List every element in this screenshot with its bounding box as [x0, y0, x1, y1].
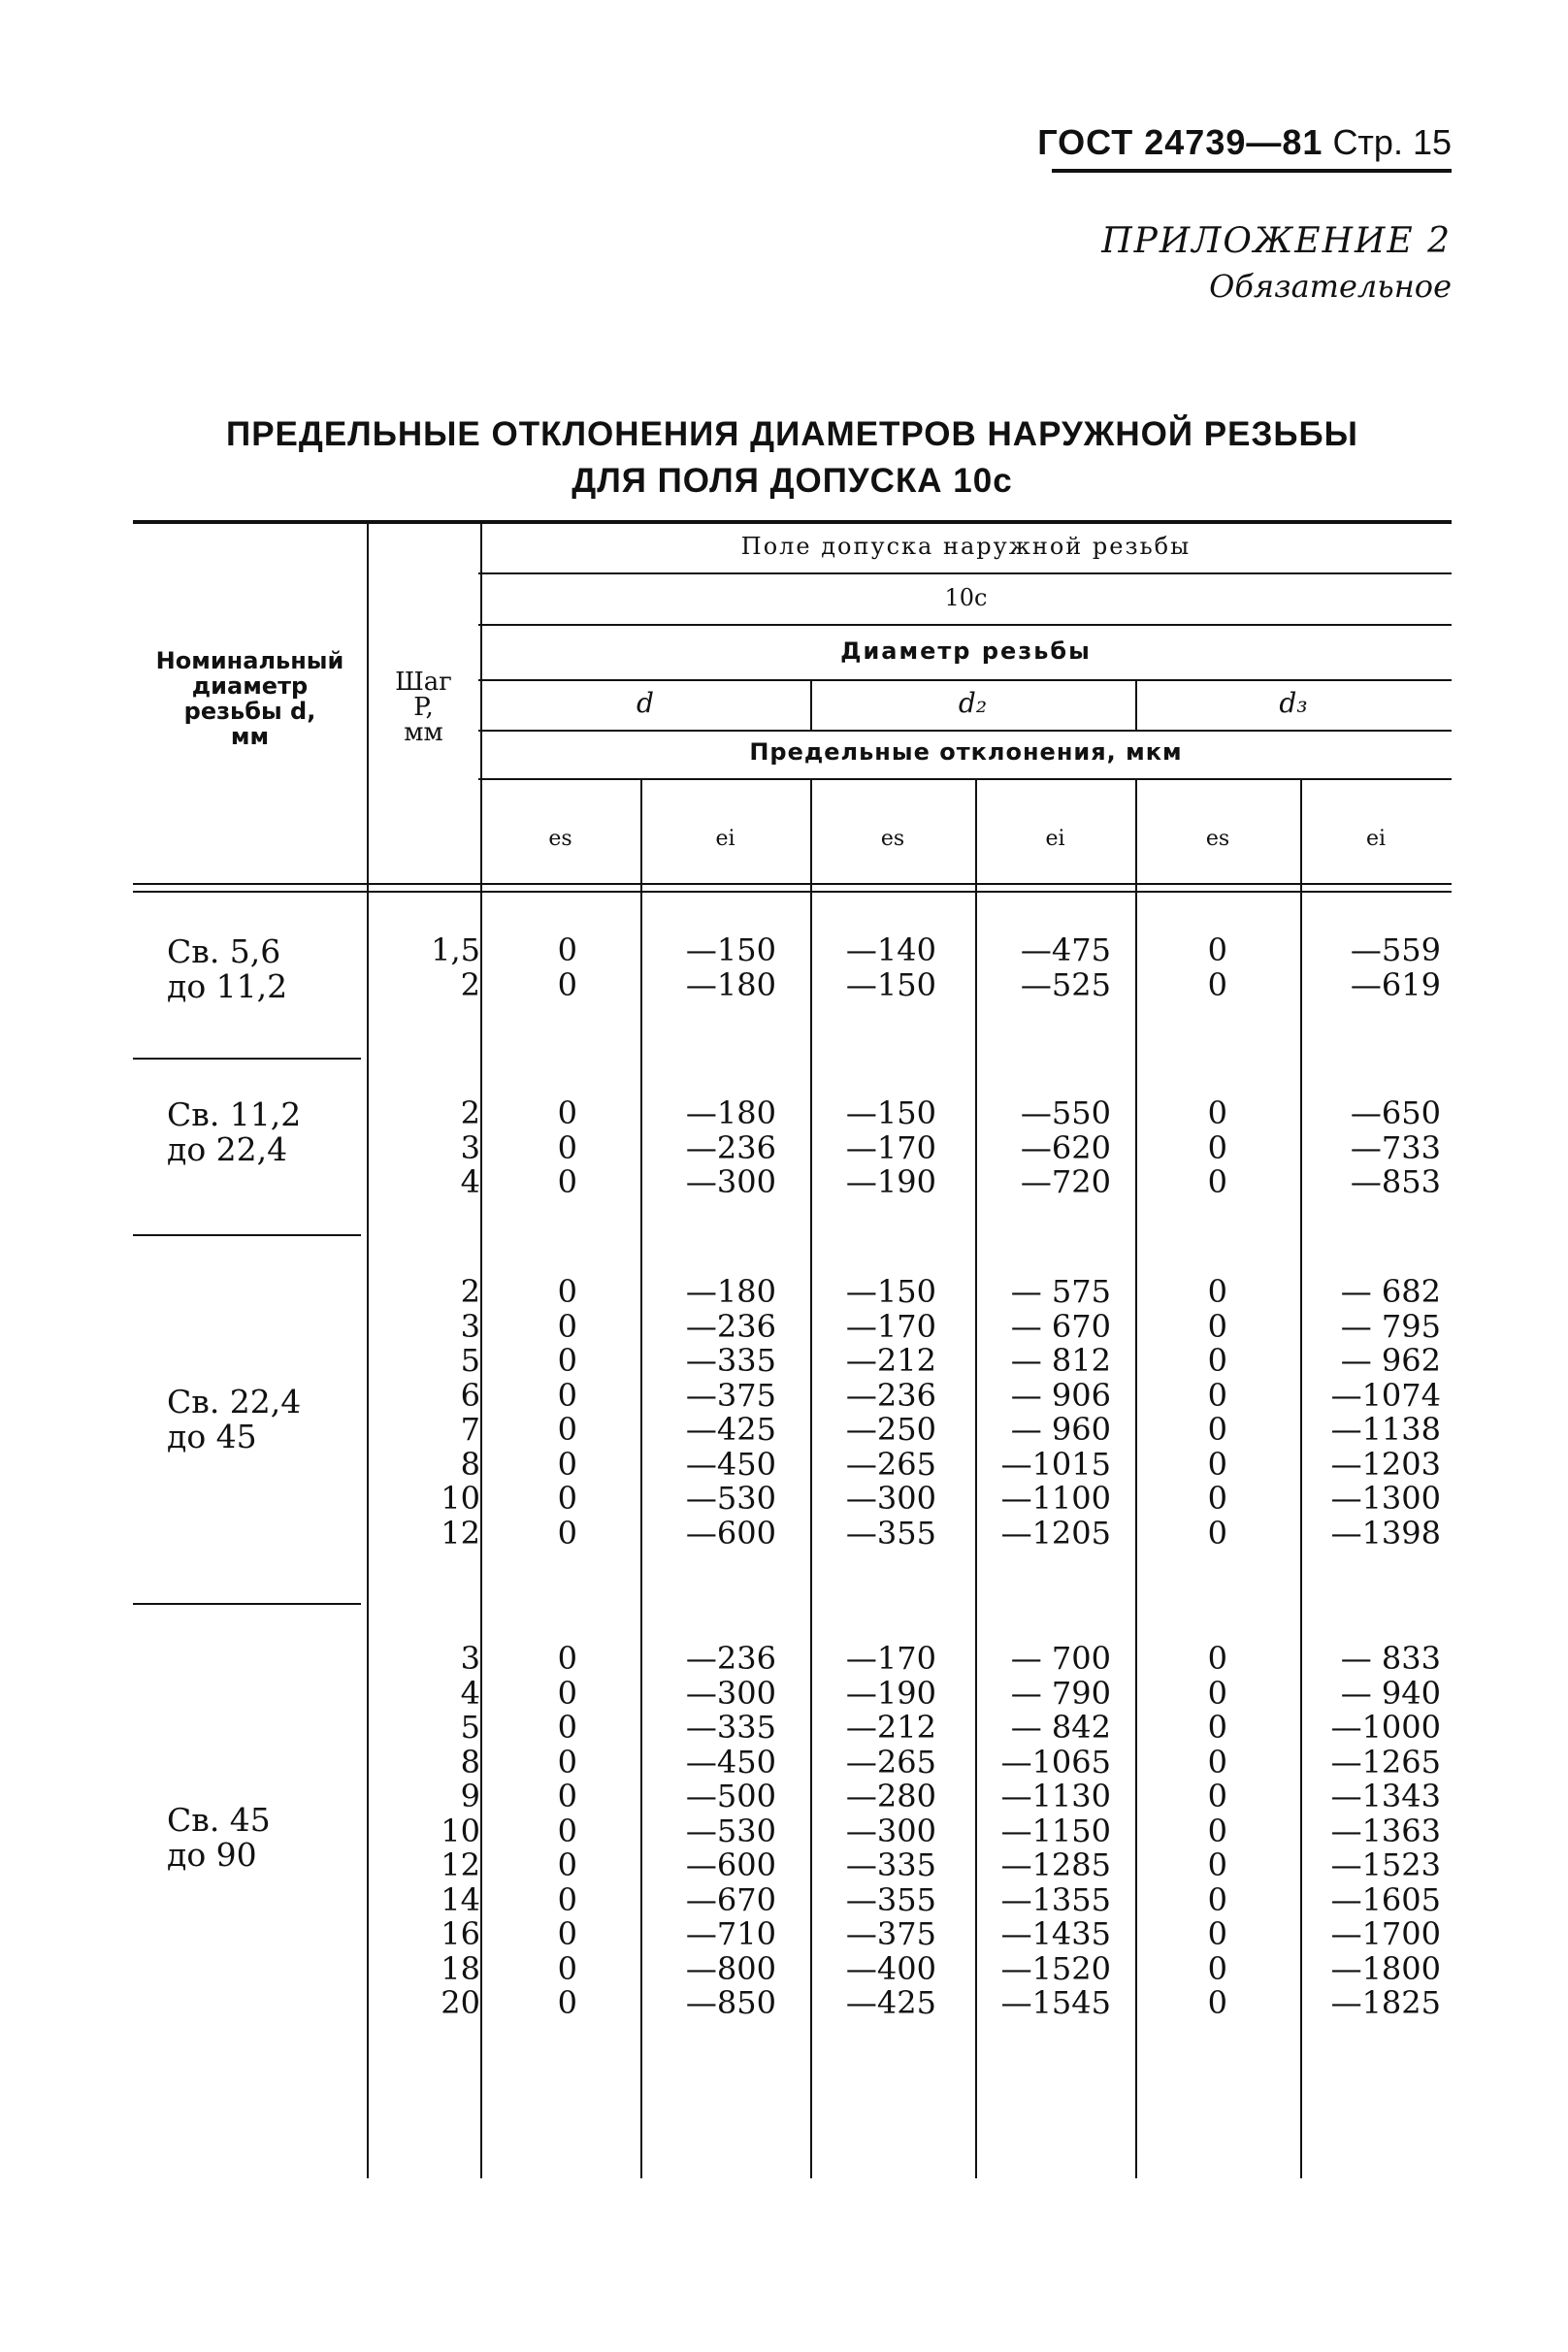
table-cell: —1355 [1000, 1880, 1111, 1918]
table-cell: —300 [845, 1480, 936, 1517]
table-cell: —1363 [1330, 1812, 1441, 1849]
table-cell: —650 [1350, 1094, 1441, 1131]
nominal-diameter-header: резьбы d, [183, 698, 316, 725]
table-cell: —853 [1350, 1163, 1441, 1200]
table-cell: 0 [1207, 1846, 1227, 1883]
header-rule-4 [478, 730, 1452, 732]
table-cell: — 682 [1340, 1273, 1441, 1310]
table-cell: —1100 [1000, 1480, 1111, 1517]
table-cell: 0 [557, 1273, 577, 1310]
group-separator-0 [133, 1058, 361, 1060]
page-header [970, 122, 1452, 163]
table-cell: —1074 [1330, 1376, 1441, 1414]
table-cell: —850 [685, 1984, 776, 2021]
table-cell: —450 [685, 1743, 776, 1780]
table-cell: —150 [845, 1094, 936, 1131]
header-rule-1 [478, 572, 1452, 574]
sub-header-ei-3: ei [1045, 827, 1065, 851]
table-cell: —335 [685, 1342, 776, 1379]
table-cell: — 670 [1010, 1307, 1111, 1345]
table-cell: —525 [1020, 965, 1111, 1003]
table-cell: —180 [685, 965, 776, 1003]
table-cell: —250 [845, 1411, 936, 1448]
table-cell: —1825 [1330, 1984, 1441, 2021]
table-cell: 8 [460, 1445, 480, 1483]
table-cell: —530 [685, 1812, 776, 1849]
diameter-label-0: d [637, 687, 654, 719]
table-cell: 0 [1207, 1880, 1227, 1918]
table-cell: 0 [1207, 1915, 1227, 1952]
table-cell: —720 [1020, 1163, 1111, 1200]
table-cell: 8 [460, 1743, 480, 1780]
table-cell: —180 [685, 1094, 776, 1131]
table-cell: —450 [685, 1445, 776, 1483]
table-cell: —710 [685, 1915, 776, 1952]
table-cell: —1150 [1000, 1812, 1111, 1849]
table-cell: 20 [441, 1984, 480, 2021]
table-cell: —335 [845, 1846, 936, 1883]
table-cell: 5 [460, 1709, 480, 1746]
table-cell: 0 [1207, 1514, 1227, 1552]
table-cell: —600 [685, 1846, 776, 1883]
standard-code: ГОСТ 24739—81 [1037, 122, 1323, 162]
table-cell: 0 [557, 1480, 577, 1517]
size-range-3: до 90 [167, 1836, 257, 1875]
table-cell: 0 [557, 1411, 577, 1448]
table-cell: —150 [845, 965, 936, 1003]
table-cell: 0 [557, 1743, 577, 1780]
table-cell: 0 [1207, 965, 1227, 1003]
table-cell: 4 [460, 1674, 480, 1712]
table-cell: —1285 [1000, 1846, 1111, 1883]
diameter-label-2: d₃ [1279, 687, 1308, 719]
table-cell: 0 [557, 1984, 577, 2021]
header-rule-2 [478, 624, 1452, 626]
table-cell: 0 [557, 1880, 577, 1918]
table-cell: —170 [845, 1640, 936, 1677]
table-cell: 0 [557, 1709, 577, 1746]
table-cell: 0 [1207, 931, 1227, 968]
table-cell: 0 [1207, 1778, 1227, 1814]
table-cell: 0 [1207, 1376, 1227, 1414]
appendix-subtitle: Обязательное [1209, 268, 1452, 305]
nominal-diameter-header: мм [230, 723, 270, 750]
table-cell: 0 [557, 1949, 577, 1987]
header-rule-5 [478, 778, 1452, 780]
table-cell: 0 [557, 1846, 577, 1883]
pitch-header: Шаг [395, 668, 452, 697]
table-cell: —425 [685, 1411, 776, 1448]
table-cell: —619 [1350, 965, 1441, 1003]
table-cell: — 842 [1010, 1709, 1111, 1746]
table-cell: 0 [1207, 1709, 1227, 1746]
header-rule-3 [478, 679, 1452, 681]
table-cell: —1000 [1330, 1709, 1441, 1746]
table-cell: 0 [1207, 1674, 1227, 1712]
table-cell: 0 [1207, 1094, 1227, 1131]
table-cell: —1605 [1330, 1880, 1441, 1918]
sub-header-es-0: es [548, 827, 572, 851]
sub-header-ei-1: ei [715, 827, 735, 851]
table-cell: —1300 [1330, 1480, 1441, 1517]
tolerance-field-header: Поле допуска наружной резьбы [740, 533, 1192, 560]
table-cell: —212 [845, 1709, 936, 1746]
table-cell: —1265 [1330, 1743, 1441, 1780]
size-range-0: до 11,2 [167, 967, 288, 1005]
table-cell: 0 [557, 1307, 577, 1345]
table-cell: 0 [557, 1163, 577, 1200]
nominal-diameter-header: Номинальный [155, 647, 344, 674]
table-cell: 2 [460, 1273, 480, 1310]
table-cell: —236 [685, 1128, 776, 1166]
table-cell: 0 [557, 965, 577, 1003]
table-cell: 0 [1207, 1411, 1227, 1448]
table-cell: 0 [557, 931, 577, 968]
table-cell: —1130 [1000, 1778, 1111, 1814]
table-cell: —500 [685, 1778, 776, 1814]
table-cell: 1,5 [431, 931, 480, 968]
table-cell: —355 [845, 1514, 936, 1552]
table-cell: —1435 [1000, 1915, 1111, 1952]
diameter-label-1: d₂ [958, 687, 988, 719]
sub-header-es-4: es [1205, 827, 1230, 851]
size-range-1: Св. 11,2 [167, 1095, 302, 1133]
sub-header-es-2: es [880, 827, 905, 851]
table-cell: 0 [557, 1778, 577, 1814]
table-cell: — 833 [1340, 1640, 1441, 1677]
table-cell: — 575 [1010, 1273, 1111, 1310]
table-cell: 0 [557, 1128, 577, 1166]
table-cell: 0 [1207, 1307, 1227, 1345]
table-cell: —1343 [1330, 1778, 1441, 1814]
table-cell: —733 [1350, 1128, 1441, 1166]
table-cell: —1138 [1330, 1411, 1441, 1448]
table-cell: 3 [460, 1128, 480, 1166]
table-cell: 0 [1207, 1949, 1227, 1987]
table-cell: —300 [685, 1163, 776, 1200]
table-cell: 0 [1207, 1128, 1227, 1166]
pitch-header: мм [404, 718, 443, 747]
table-cell: 3 [460, 1307, 480, 1345]
table-cell: —190 [845, 1674, 936, 1712]
table-cell: —1015 [1000, 1445, 1111, 1483]
tolerance-class-header: 10с [944, 584, 988, 611]
thread-diameter-header: Диаметр резьбы [840, 637, 1092, 665]
table-cell: —375 [845, 1915, 936, 1952]
table-cell: 18 [441, 1949, 480, 1987]
size-range-0: Св. 5,6 [167, 932, 281, 970]
table-cell: —1205 [1000, 1514, 1111, 1552]
table-cell: 0 [557, 1094, 577, 1131]
table-cell: — 940 [1340, 1674, 1441, 1712]
table-cell: —150 [845, 1273, 936, 1310]
table-cell: 2 [460, 1094, 480, 1131]
size-range-1: до 22,4 [167, 1130, 288, 1168]
appendix-title: ПРИЛОЖЕНИЕ 2 [1101, 221, 1452, 261]
table-cell: 3 [460, 1640, 480, 1677]
table-cell: 0 [1207, 1342, 1227, 1379]
table-cell: — 906 [1010, 1376, 1111, 1414]
table-cell: —550 [1020, 1094, 1111, 1131]
table-cell: —212 [845, 1342, 936, 1379]
table-cell: 0 [1207, 1984, 1227, 2021]
table-cell: 0 [1207, 1480, 1227, 1517]
size-range-2: до 45 [167, 1418, 257, 1455]
table-cell: — 790 [1010, 1674, 1111, 1712]
table-cell: 0 [1207, 1812, 1227, 1849]
table-cell: 16 [441, 1915, 480, 1952]
table-cell: 6 [460, 1376, 480, 1414]
table-cell: — 962 [1340, 1342, 1441, 1379]
table-cell: — 795 [1340, 1307, 1441, 1345]
table-cell: 14 [441, 1880, 480, 1918]
table-cell: —400 [845, 1949, 936, 1987]
table-cell: —170 [845, 1307, 936, 1345]
table-cell: 0 [1207, 1273, 1227, 1310]
table-cell: —1523 [1330, 1846, 1441, 1883]
pitch-header: P, [413, 693, 434, 722]
table-cell: 10 [441, 1480, 480, 1517]
table-cell: —280 [845, 1778, 936, 1814]
table-cell: 0 [557, 1376, 577, 1414]
table-cell: 0 [557, 1674, 577, 1712]
header-rule [1052, 169, 1452, 173]
table-cell: —620 [1020, 1128, 1111, 1166]
table-cell: 10 [441, 1812, 480, 1849]
table-cell: 0 [557, 1812, 577, 1849]
table-cell: —530 [685, 1480, 776, 1517]
group-separator-1 [133, 1234, 361, 1236]
header-bottom-rule-double [133, 891, 1452, 893]
table-cell: 0 [557, 1640, 577, 1677]
page-label: Стр. 15 [1332, 122, 1452, 162]
table-cell: —150 [685, 931, 776, 968]
table-cell: —670 [685, 1880, 776, 1918]
table-cell: 0 [1207, 1445, 1227, 1483]
table-cell: —140 [845, 931, 936, 968]
table-cell: — 960 [1010, 1411, 1111, 1448]
table-cell: 0 [557, 1915, 577, 1952]
table-cell: 12 [441, 1846, 480, 1883]
size-range-3: Св. 45 [167, 1801, 271, 1840]
table-cell: —1203 [1330, 1445, 1441, 1483]
table-cell: —425 [845, 1984, 936, 2021]
table-cell: 4 [460, 1163, 480, 1200]
header-bottom-rule [133, 883, 1452, 885]
table-cell: —475 [1020, 931, 1111, 968]
group-separator-2 [133, 1603, 361, 1605]
table-cell: —559 [1350, 931, 1441, 968]
table-cell: —180 [685, 1273, 776, 1310]
table-cell: 2 [460, 965, 480, 1003]
table-cell: —300 [845, 1812, 936, 1849]
table-cell: —170 [845, 1128, 936, 1166]
table-cell: —1398 [1330, 1514, 1441, 1552]
table-cell: —1800 [1330, 1949, 1441, 1987]
table-cell: —265 [845, 1445, 936, 1483]
table-title-line-2: ДЛЯ ПОЛЯ ДОПУСКА 10с [572, 462, 1013, 500]
table-cell: 7 [460, 1411, 480, 1448]
table-cell: 0 [557, 1342, 577, 1379]
table-cell: —236 [685, 1640, 776, 1677]
table-cell: —300 [685, 1674, 776, 1712]
table-cell: —375 [685, 1376, 776, 1414]
table-cell: 0 [557, 1514, 577, 1552]
deviations-header: Предельные отклонения, мкм [749, 738, 1183, 766]
table-cell: 9 [460, 1778, 480, 1814]
sub-header-ei-5: ei [1365, 827, 1387, 851]
table-cell: 0 [557, 1445, 577, 1483]
table-cell: 0 [1207, 1640, 1227, 1677]
nominal-diameter-header: диаметр [191, 672, 309, 700]
table-cell: —1520 [1000, 1949, 1111, 1987]
table-cell: —1545 [1000, 1984, 1111, 2021]
table-cell: —600 [685, 1514, 776, 1552]
table-cell: —1700 [1330, 1915, 1441, 1952]
table-cell: —190 [845, 1163, 936, 1200]
table-cell: 12 [441, 1514, 480, 1552]
table-cell: 0 [1207, 1163, 1227, 1200]
table-cell: —265 [845, 1743, 936, 1780]
table-cell: —800 [685, 1949, 776, 1987]
table-cell: —236 [685, 1307, 776, 1345]
table-cell: —1065 [1000, 1743, 1111, 1780]
table-cell: 5 [460, 1342, 480, 1379]
table-cell: — 700 [1010, 1640, 1111, 1677]
table-top-rule [133, 520, 1452, 524]
size-range-2: Св. 22,4 [167, 1383, 302, 1421]
table-cell: —335 [685, 1709, 776, 1746]
table-cell: 0 [1207, 1743, 1227, 1780]
table-title-line-1: ПРЕДЕЛЬНЫЕ ОТКЛОНЕНИЯ ДИАМЕТРОВ НАРУЖНОЙ РЕЗЬБЫ [226, 415, 1358, 453]
table-cell: —355 [845, 1880, 936, 1918]
table-cell: —236 [845, 1376, 936, 1414]
table-cell: — 812 [1010, 1342, 1111, 1379]
